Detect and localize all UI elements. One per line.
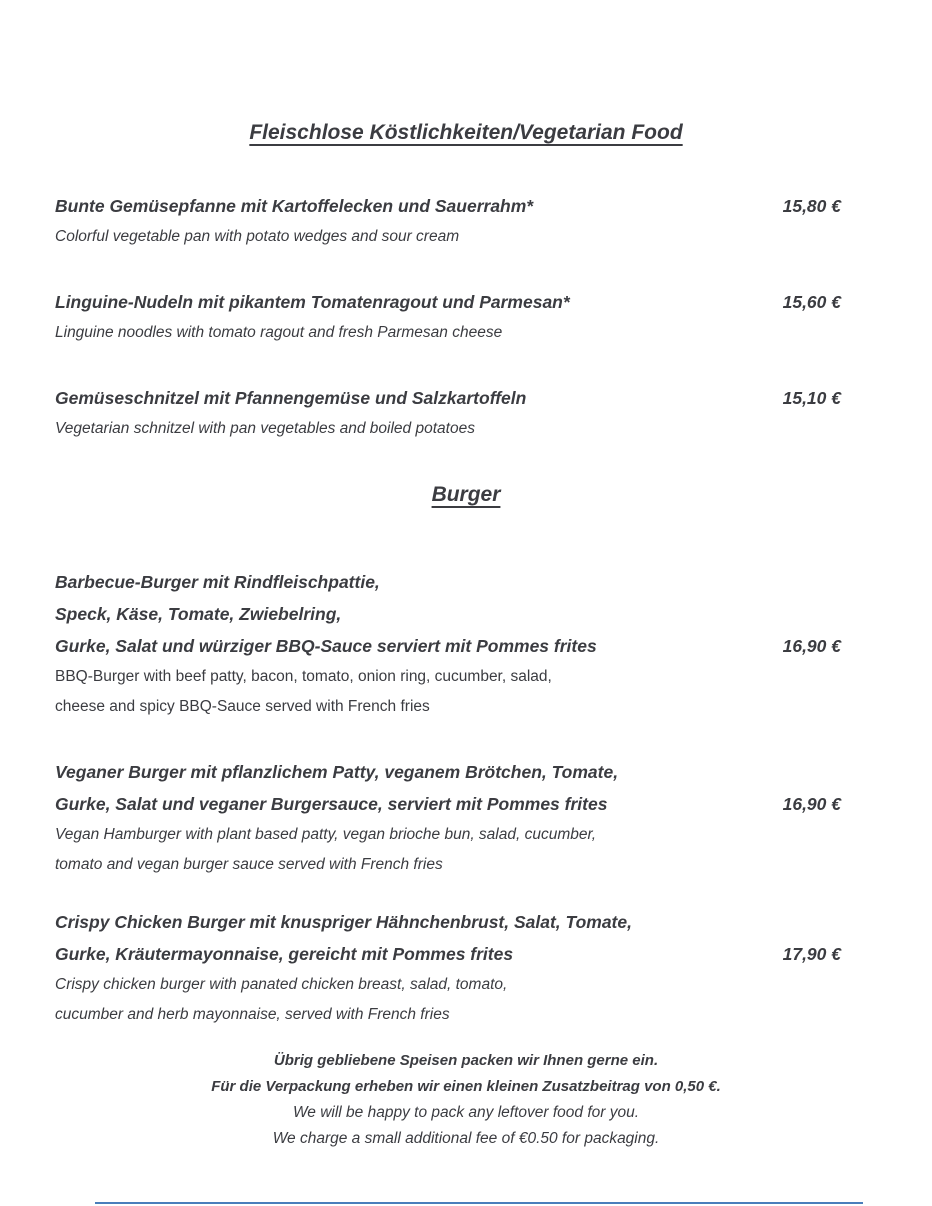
packaging-note-line: We charge a small additional fee of €0.50 for packaging. [272, 1130, 660, 1147]
item-name-row [55, 190, 841, 222]
item-name-row [55, 630, 841, 662]
item-name: Gurke, Salat und würziger BBQ-Sauce serviert mit Pommes frites [55, 636, 597, 656]
section-heading-vegetarian [0, 116, 932, 150]
item-name-row [55, 286, 841, 318]
item-price: 16,90 € [782, 794, 841, 814]
item-description: Vegan Hamburger with plant based patty, vegan brioche bun, salad, cucumber, [55, 826, 597, 843]
menu-item-crispy-chicken-burger [55, 906, 841, 1030]
item-description: cheese and spicy BBQ-Sauce served with French fries [55, 698, 430, 715]
menu-item-gemueseschnitzel [55, 382, 841, 444]
item-name: Linguine-Nudeln mit pikantem Tomatenragout und Parmesan* [55, 292, 570, 312]
item-description: Colorful vegetable pan with potato wedges and sour cream [55, 228, 460, 245]
section-heading-text: Fleischlose Köstlichkeiten/Vegetarian Food [249, 121, 683, 144]
item-name: Crispy Chicken Burger mit knuspriger Hähnchenbrust, Salat, Tomate, [55, 912, 632, 932]
item-description: cucumber and herb mayonnaise, served with French fries [55, 1006, 450, 1023]
bottom-accent-line [95, 1202, 863, 1204]
packaging-note-line: We will be happy to pack any leftover food for you. [292, 1104, 640, 1121]
section-heading-burger [0, 478, 932, 512]
item-name: Gemüseschnitzel mit Pfannengemüse und Salzkartoffeln [55, 388, 527, 408]
item-description: BBQ-Burger with beef patty, bacon, tomato, onion ring, cucumber, salad, [55, 668, 552, 685]
item-price: 17,90 € [782, 944, 841, 964]
item-name: Bunte Gemüsepfanne mit Kartoffelecken und Sauerrahm* [55, 196, 534, 216]
menu-item-barbecue-burger [55, 566, 841, 722]
item-name-row [55, 906, 841, 938]
menu-item-veganer-burger [55, 756, 841, 880]
menu-item-linguine [55, 286, 841, 348]
item-description: Vegetarian schnitzel with pan vegetables and boiled potatoes [55, 420, 475, 437]
item-price: 15,60 € [782, 292, 841, 312]
item-name: Speck, Käse, Tomate, Zwiebelring, [55, 604, 342, 624]
item-name-row [55, 756, 841, 788]
item-price: 15,80 € [782, 196, 841, 216]
section-heading-text: Burger [431, 483, 501, 506]
item-description: Crispy chicken burger with panated chicken breast, salad, tomato, [55, 976, 508, 993]
item-name: Veganer Burger mit pflanzlichem Patty, veganem Brötchen, Tomate, [55, 762, 619, 782]
item-name: Gurke, Salat und veganer Burgersauce, serviert mit Pommes frites [55, 794, 608, 814]
item-name-row [55, 788, 841, 820]
packaging-note [0, 1048, 932, 1152]
item-name-row [55, 598, 841, 630]
packaging-note-line: Für die Verpackung erheben wir einen kleinen Zusatzbeitrag von 0,50 €. [211, 1078, 721, 1095]
item-description: tomato and vegan burger sauce served with French fries [55, 856, 443, 873]
item-price: 16,90 € [782, 636, 841, 656]
item-name-row [55, 566, 841, 598]
item-name: Gurke, Kräutermayonnaise, gereicht mit Pommes frites [55, 944, 514, 964]
item-description: Linguine noodles with tomato ragout and fresh Parmesan cheese [55, 324, 503, 341]
item-name-row [55, 938, 841, 970]
item-name: Barbecue-Burger mit Rindfleischpattie, [55, 572, 380, 592]
packaging-note-line: Übrig gebliebene Speisen packen wir Ihnen gerne ein. [273, 1052, 659, 1069]
menu-item-gemuesepfanne [55, 190, 841, 252]
item-price: 15,10 € [782, 388, 841, 408]
item-name-row [55, 382, 841, 414]
